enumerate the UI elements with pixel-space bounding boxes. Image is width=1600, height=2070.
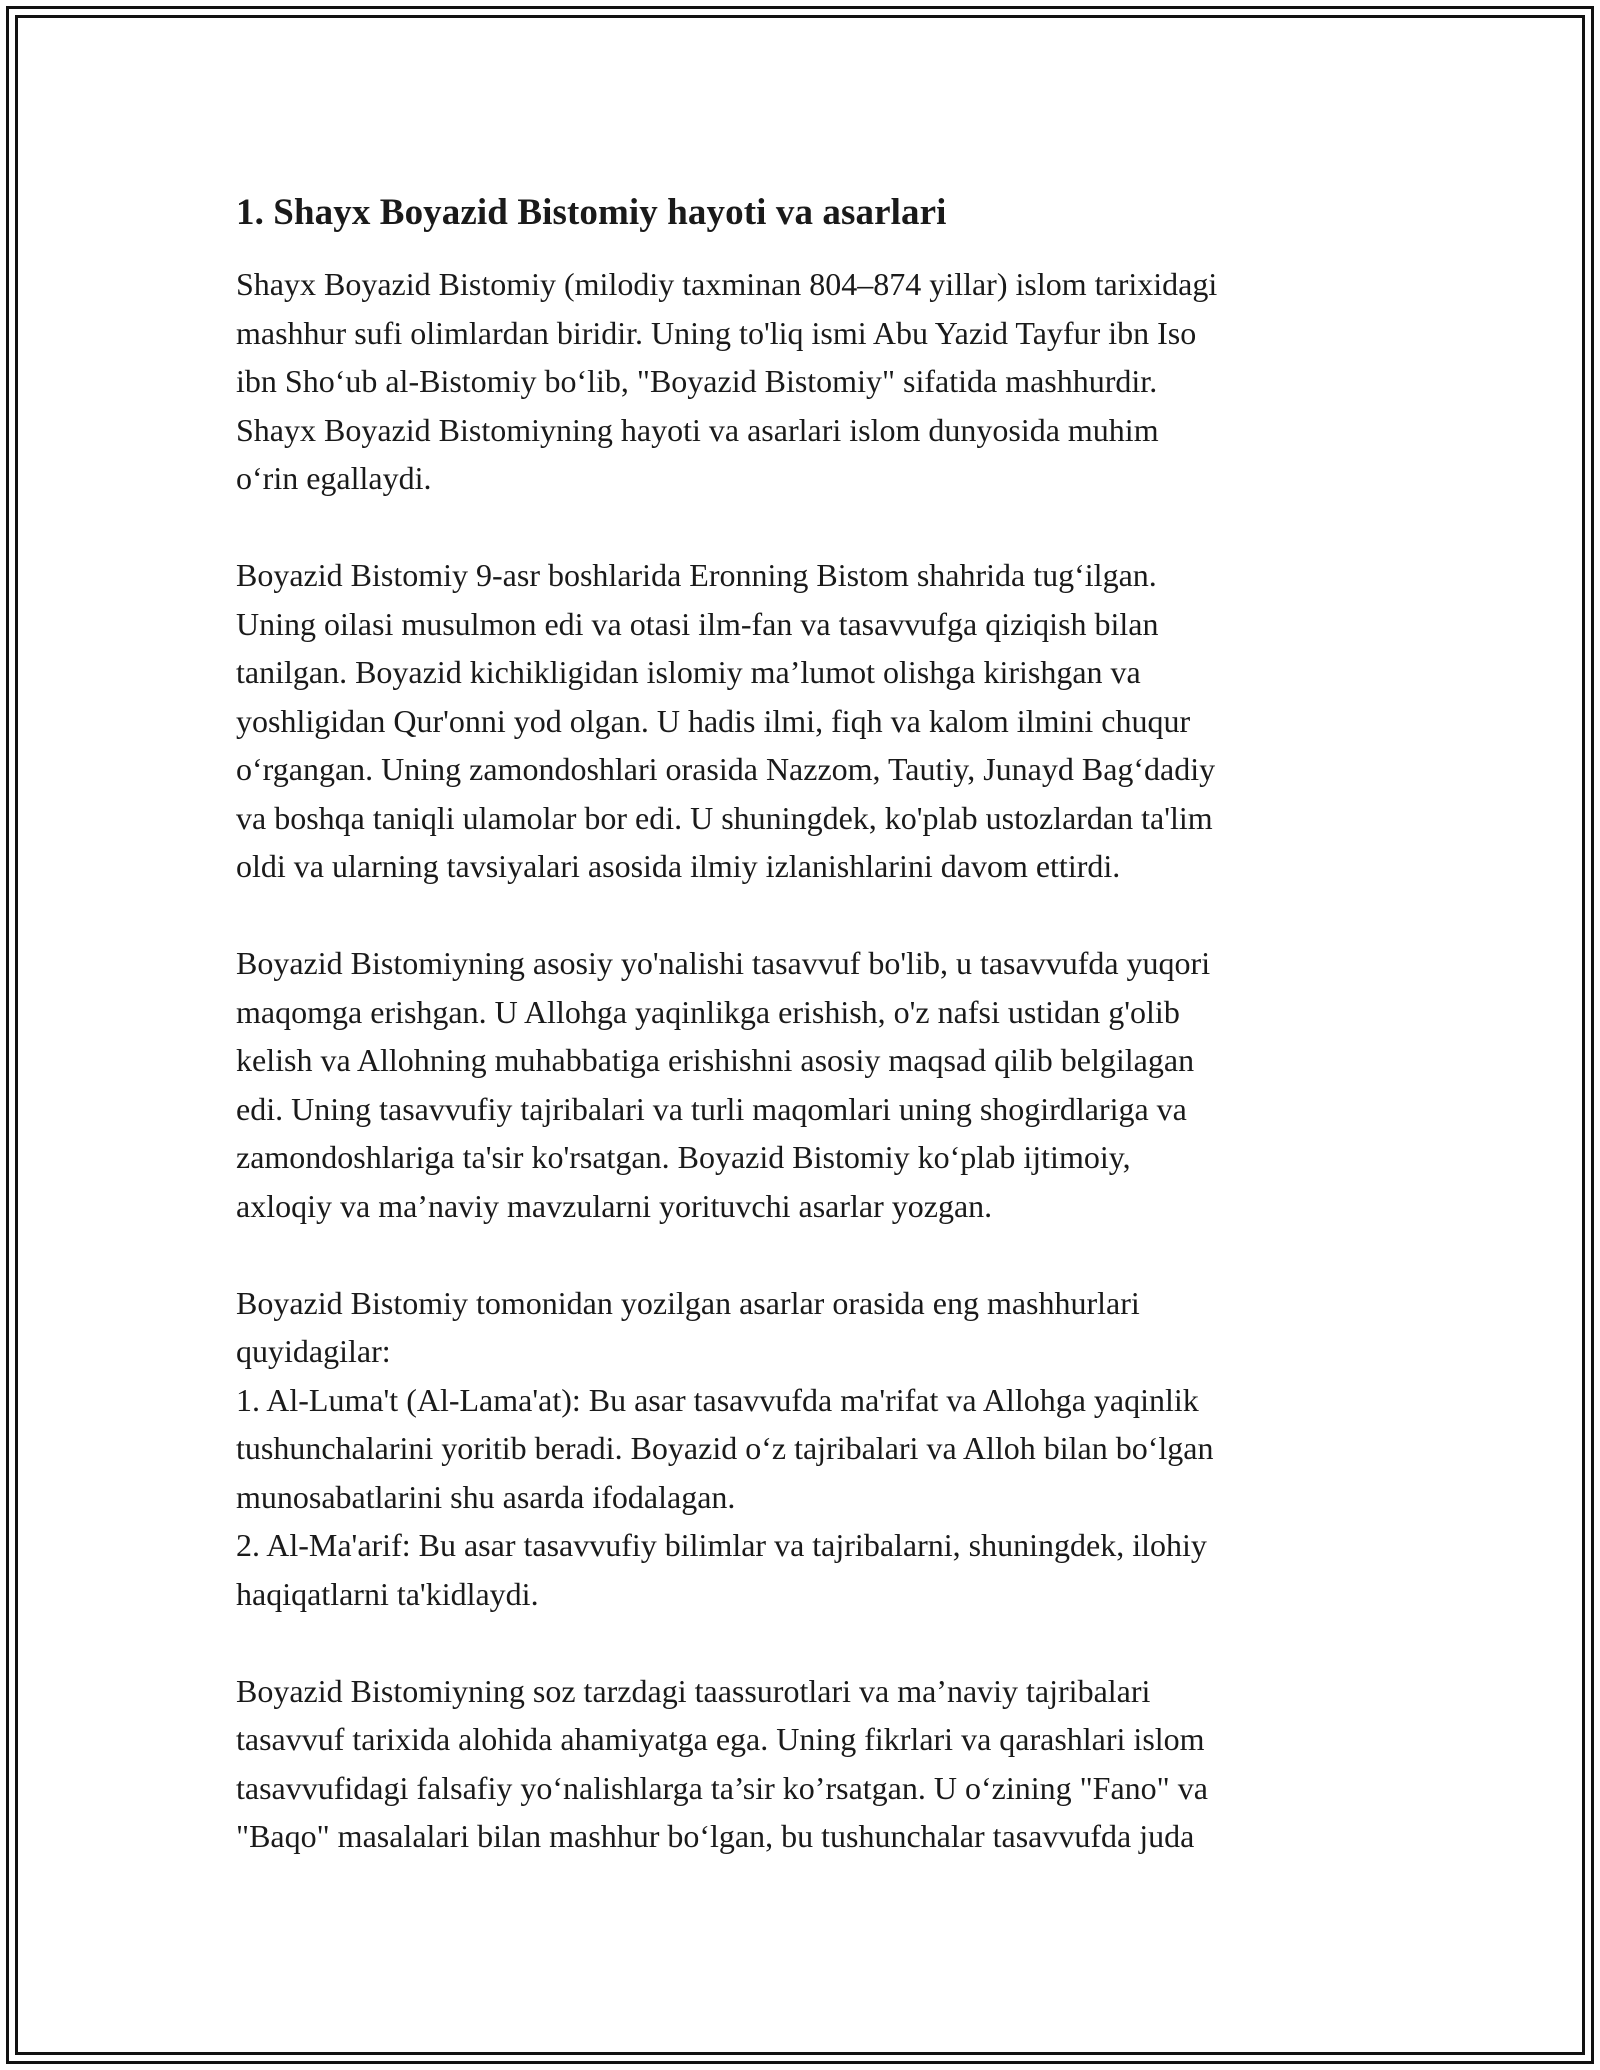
paragraph-spacer bbox=[236, 891, 1386, 940]
paragraph-early-life: Boyazid Bistomiy 9-asr boshlarida Eronning Bistom shahrida tug‘ilgan. Uning oilasi musulmon edi va otasi ilm-fan va tasavvufga qiziqish bilan tanilgan. Boyazid kichikligidan islomiy ma’lumot olishga kirishgan va yoshligidan Qur'onni yod olgan. U hadis ilmi, fiqh va kalom ilmini chuqur o‘rgangan. Uning zamondoshlari orasida Nazzom, Tautiy, Junayd Bag‘dadiy va boshqa taniqli ulamolar bor edi. U shuningdek, ko'plab ustozlardan ta'lim oldi va ularning tavsiyalari asosida ilmiy izlanishlarini davom ettirdi. bbox=[236, 557, 1216, 884]
paragraph-intro: Shayx Boyazid Bistomiy (milodiy taxminan 804–874 yillar) islom tarixidagi mashhur sufi olimlardan biridir. Uning to'liq ismi Abu Yazid Tayfur ibn Iso ibn Sho‘ub al-Bistomiy bo‘lib, "Boyazid Bistomiy" sifatida mashhurdir. Shayx Boyazid Bistomiyning hayoti va asarlari islom dunyosida muhim o‘rin egallaydi. bbox=[236, 266, 1218, 496]
paragraph-spacer bbox=[236, 503, 1386, 552]
paragraph-spacer bbox=[236, 1618, 1386, 1667]
document-title: 1. Shayx Boyazid Bistomiy hayoti va asarlari bbox=[236, 192, 947, 233]
paragraph-tasavvuf: Boyazid Bistomiyning asosiy yo'nalishi tasavvuf bo'lib, u tasavvufda yuqori maqomga erishgan. U Allohga yaqinlikga erishish, o'z nafsi ustidan g'olib kelish va Allohning muhabbatiga erishishni asosiy maqsad qilib belgilagan edi. Uning tasavvufiy tajribalari va turli maqomlari uning shogirdlariga va zamondoshlariga ta'sir ko'rsatgan. Boyazid Bistomiy ko‘plab ijtimoiy, axloqiy va ma’naviy mavzularni yorituvchi asarlar yozgan. bbox=[236, 945, 1211, 1224]
paragraph-spacer bbox=[236, 1230, 1386, 1279]
document-body bbox=[236, 188, 1386, 1861]
paragraph-legacy: Boyazid Bistomiyning soz tarzdagi taassurotlari va ma’naviy tajribalari tasavvuf tarixida alohida ahamiyatga ega. Uning fikrlari va qarashlari islom tasavvufidagi falsafiy yo‘nalishlarga ta’sir ko’rsatgan. U o‘zining "Fano" va "Baqo" masalalari bilan mashhur bo‘lgan, bu tushunchalar tasavvufda juda bbox=[236, 1672, 1208, 1854]
paragraph-works: Boyazid Bistomiy tomonidan yozilgan asarlar orasida eng mashhurlari quyidagilar: 1. Al-Luma't (Al-Lama'at): Bu asar tasavvufda ma'rifat va Allohga yaqinlik tushunchalarini yoritib beradi. Boyazid o‘z tajribalari va Alloh bilan bo‘lgan munosabatlarini shu asarda ifodalagan. 2. Al-Ma'arif: Bu asar tasavvufiy bilimlar va tajribalarni, shuningdek, ilohiy haqiqatlarni ta'kidlaydi. bbox=[236, 1284, 1214, 1612]
